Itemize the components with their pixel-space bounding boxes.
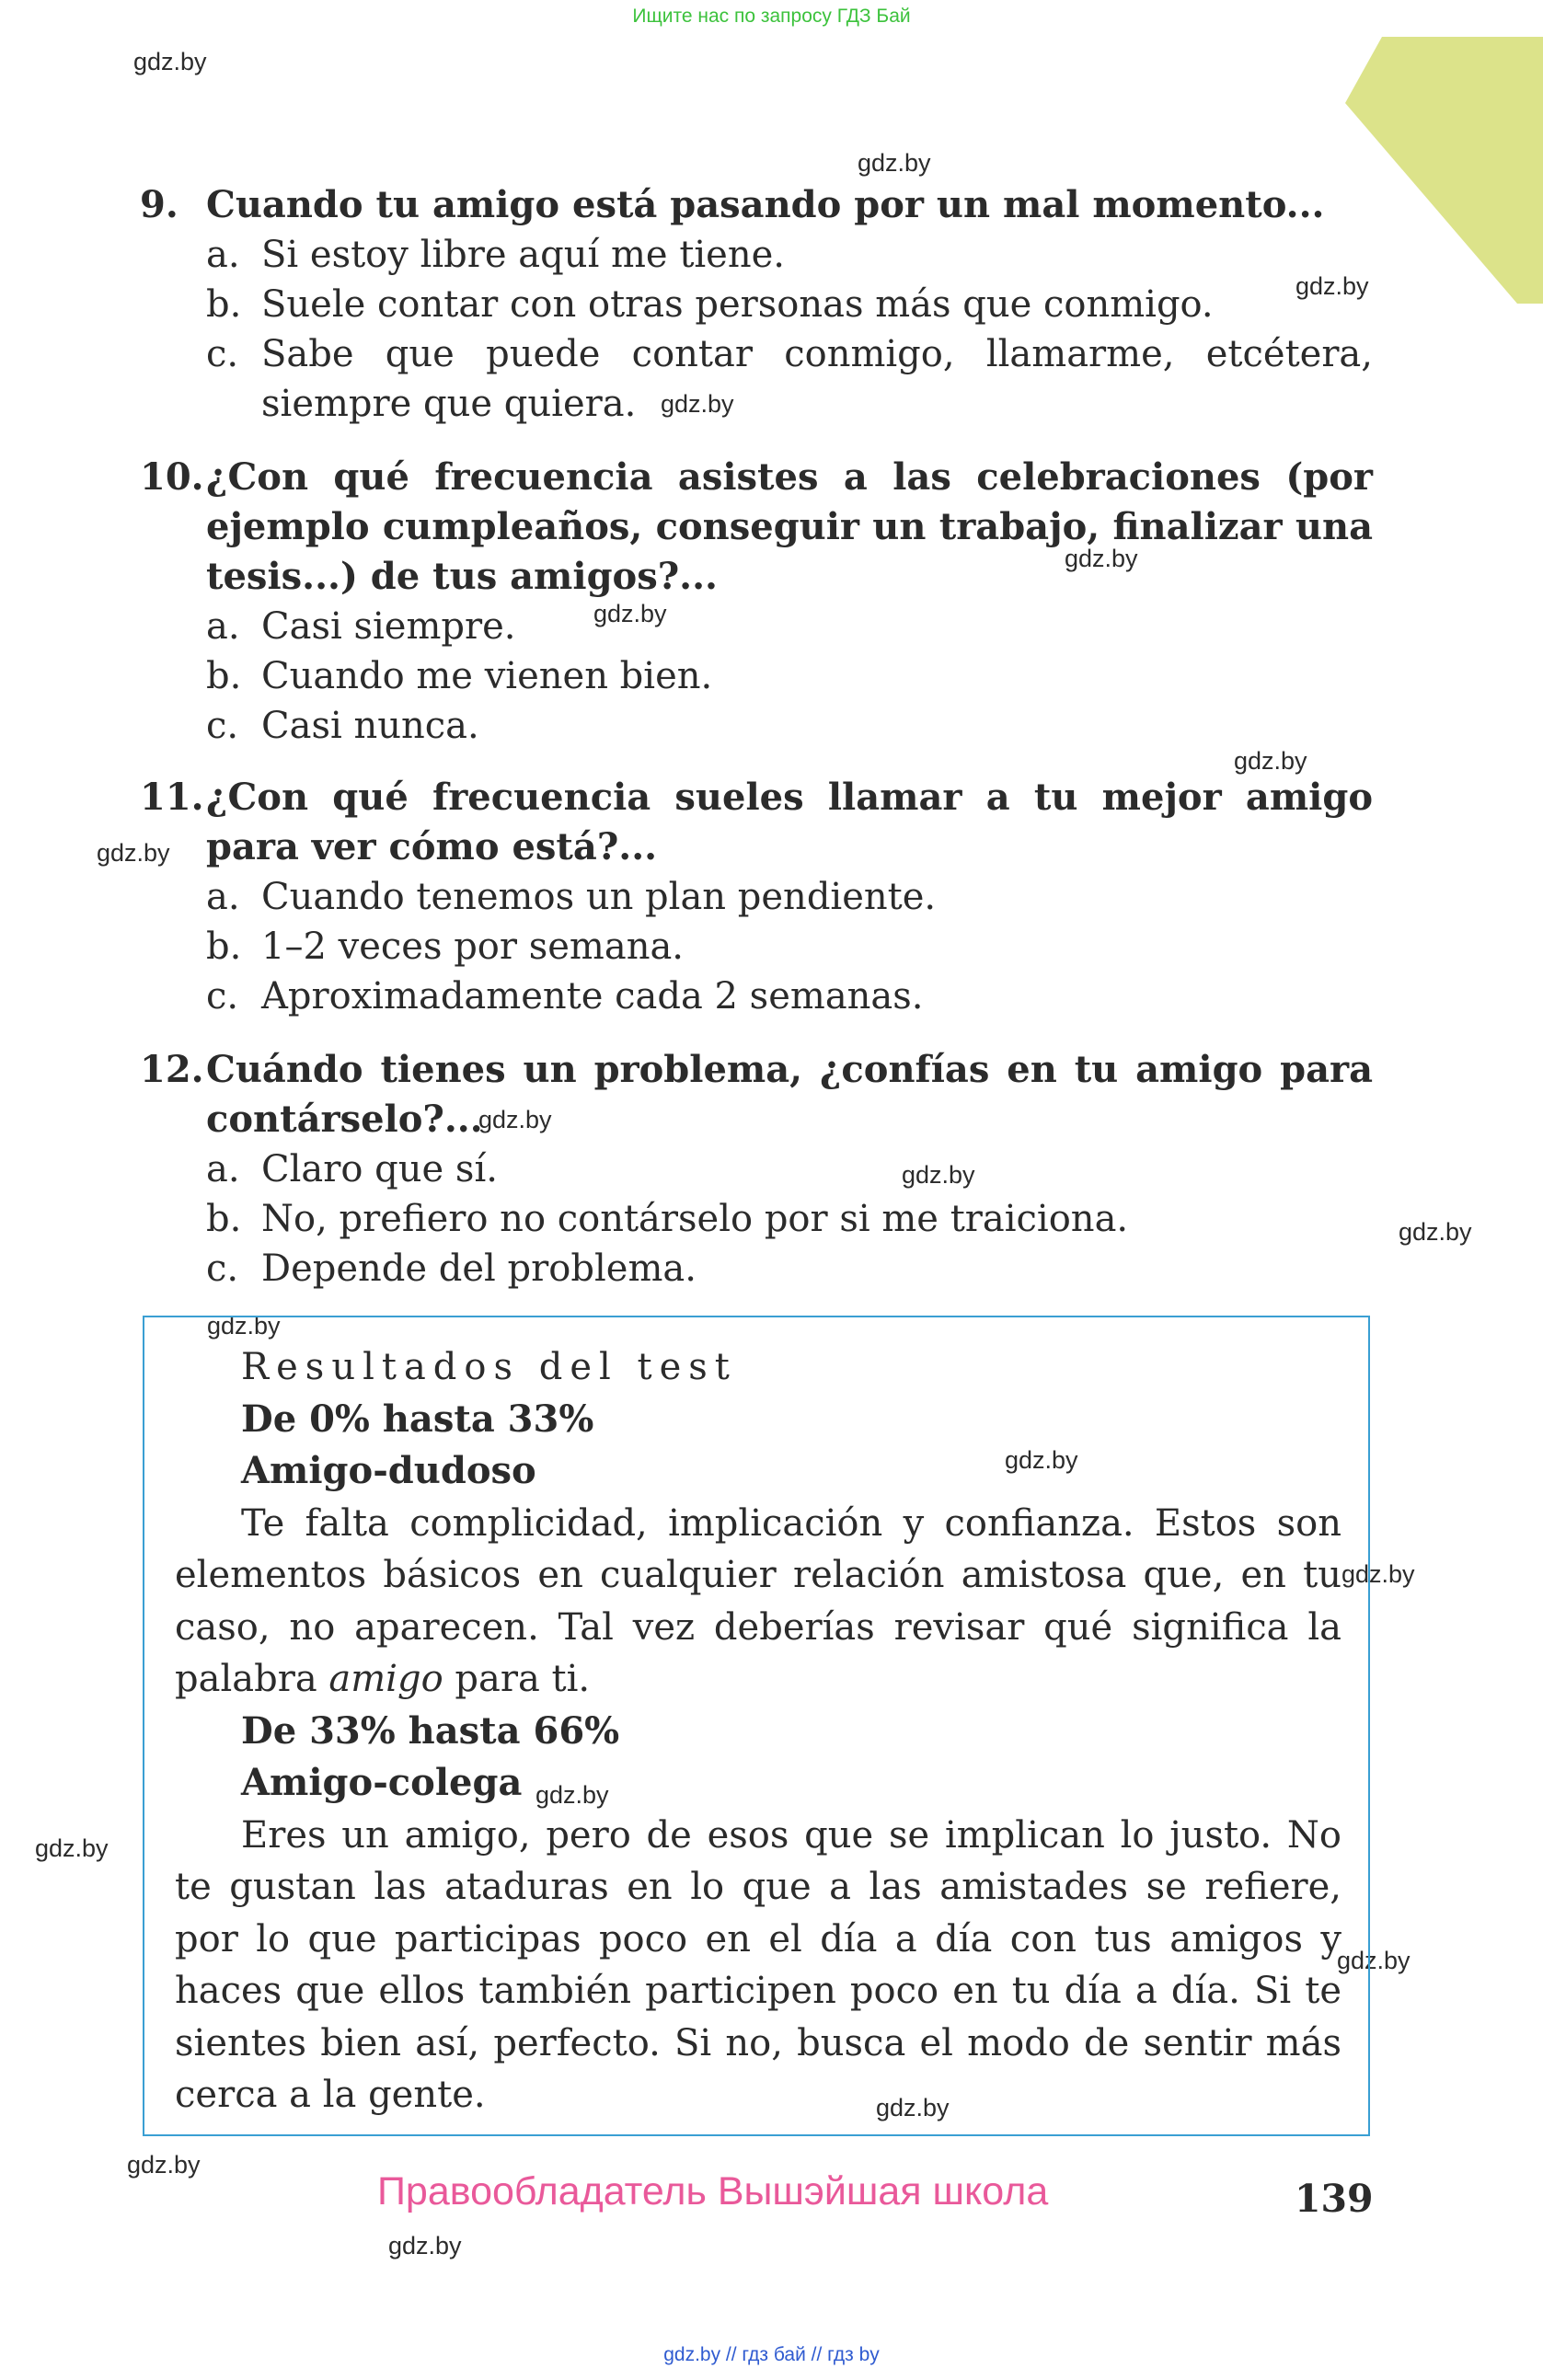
watermark: gdz.by (133, 48, 207, 75)
question-title (140, 773, 1373, 872)
question-title (140, 453, 1373, 602)
option-a (140, 230, 1373, 280)
question-text: ¿Con qué frecuencia asistes a las celebraciones (por ejemplo cumpleaños, conseguir un trabajo, finalizar una tesis...) de tus amigos?... (206, 455, 1373, 598)
option-text: Cuando me vienen bien. (261, 655, 713, 697)
option-text: Casi siempre. (261, 605, 516, 648)
option-text: Claro que sí. (261, 1148, 498, 1190)
results-text-2: Eres un amigo, pero de esos que se implican lo justo. No te gustan las ataduras en lo que a las amistades se refiere, por lo que participas poco en el día a día con tus amigos y haces que ellos también participen poco en tu día a día. Si te sientes bien así, perfecto. Si no, busca el modo de sentir más cerca a la gente. (175, 1813, 1341, 2116)
option-letter: b. (206, 1198, 242, 1240)
results-type-1: Amigo-dudoso (241, 1449, 536, 1492)
option-text: Sabe que puede contar conmigo, llamarme, etcétera, siempre que quiera. (261, 333, 1373, 425)
watermark: gdz.by (1337, 1947, 1411, 1974)
results-content (175, 1341, 1341, 2121)
watermark: gdz.by (858, 149, 931, 177)
option-text: Aproximadamente cada 2 semanas. (261, 975, 924, 1018)
watermark: gdz.by (478, 1106, 552, 1133)
watermark: gdz.by (1399, 1218, 1472, 1246)
option-letter: a. (206, 234, 240, 276)
watermark: gdz.by (1295, 272, 1369, 300)
results-text-1-a: Te falta complicidad, implicación y confianza. Estos son elementos básicos en cualquier relación amistosa que, en tu caso, no aparecen. Tal vez deberías revisar qué significa la palabra (175, 1501, 1341, 1700)
question-number: 12. (140, 1048, 204, 1091)
option-letter: c. (206, 705, 239, 747)
watermark: gdz.by (35, 1834, 109, 1862)
watermark: gdz.by (97, 839, 170, 867)
question-number: 9. (140, 183, 178, 226)
option-b (140, 651, 1373, 701)
option-text: No, prefiero no contárselo por si me traiciona. (261, 1198, 1129, 1240)
option-letter: a. (206, 605, 240, 648)
option-c (140, 329, 1373, 429)
watermark: gdz.by (1341, 1560, 1415, 1588)
page-number: 139 (1295, 2177, 1374, 2221)
option-c (140, 972, 1373, 1021)
option-a (140, 872, 1373, 922)
option-letter: b. (206, 926, 242, 968)
question-text: Cuándo tienes un problema, ¿confías en tu amigo para contárselo?... (206, 1048, 1373, 1141)
option-letter: c. (206, 1247, 239, 1290)
results-type-2: Amigo-colega (241, 1761, 523, 1804)
option-letter: a. (206, 876, 240, 918)
question-number: 10. (140, 455, 204, 499)
option-text: 1–2 veces por semana. (261, 926, 685, 968)
watermark: gdz.by (388, 2232, 462, 2259)
question-10 (140, 453, 1373, 751)
option-a (140, 602, 1373, 651)
bottom-links[interactable]: gdz.by // гдз бай // гдз by (663, 2344, 880, 2365)
question-title (140, 1045, 1373, 1144)
option-c (140, 1244, 1373, 1293)
option-text: Si estoy libre aquí me tiene. (261, 234, 786, 276)
watermark: gdz.by (1065, 545, 1138, 572)
option-text: Depende del problema. (261, 1247, 697, 1290)
option-b (140, 922, 1373, 972)
option-b (140, 1194, 1373, 1244)
option-text: Suele contar con otras personas más que conmigo. (261, 283, 1214, 326)
results-text-1 (175, 1498, 1341, 1706)
option-letter: c. (206, 975, 239, 1018)
results-text-1-em: amigo (328, 1658, 443, 1700)
option-b (140, 280, 1373, 329)
option-letter: c. (206, 333, 239, 375)
results-range-2: De 33% hasta 66% (241, 1708, 620, 1753)
question-12 (140, 1045, 1373, 1293)
option-c (140, 701, 1373, 751)
results-range-1: De 0% hasta 33% (241, 1397, 594, 1441)
watermark: gdz.by (876, 2094, 950, 2121)
question-text: Cuando tu amigo está pasando por un mal momento... (206, 183, 1325, 226)
watermark: gdz.by (661, 390, 734, 418)
option-text: Casi nunca. (261, 705, 479, 747)
option-letter: b. (206, 655, 242, 697)
watermark: gdz.by (1234, 747, 1307, 775)
question-number: 11. (140, 776, 204, 819)
question-9 (140, 180, 1373, 429)
question-title (140, 180, 1373, 230)
results-text-1-b: para ti. (443, 1658, 591, 1700)
question-11 (140, 773, 1373, 1021)
top-banner: Ищите нас по запросу ГДЗ Бай (632, 6, 911, 27)
rights-holder: Правообладатель Вышэйшая школа (377, 2169, 1049, 2213)
option-letter: a. (206, 1148, 240, 1190)
results-heading: Resultados del test (241, 1346, 737, 1388)
watermark: gdz.by (127, 2151, 201, 2179)
watermark: gdz.by (1005, 1446, 1078, 1474)
watermark: gdz.by (207, 1312, 281, 1339)
option-letter: b. (206, 283, 242, 326)
watermark: gdz.by (535, 1781, 609, 1809)
watermark: gdz.by (593, 600, 667, 627)
option-a (140, 1144, 1373, 1194)
question-text: ¿Con qué frecuencia sueles llamar a tu mejor amigo para ver cómo está?... (206, 776, 1373, 868)
watermark: gdz.by (902, 1161, 975, 1189)
option-text: Cuando tenemos un plan pendiente. (261, 876, 937, 918)
